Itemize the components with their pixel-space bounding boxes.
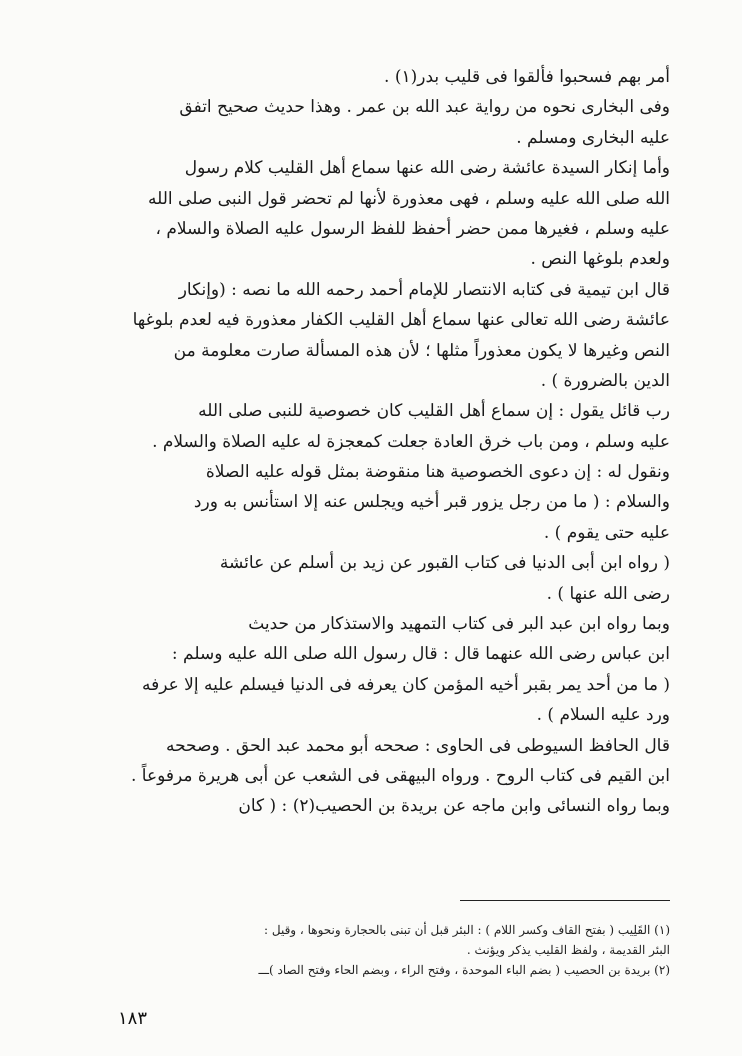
text-line: رضى الله عنها ) . (546, 583, 670, 604)
footnote-divider (460, 900, 670, 901)
footnote-line: (١) القَلِيب ( بفتح القاف وكسر اللام ) : البئر قبل أن تبنى بالحجارة ونحوها ، وقيل : (264, 923, 670, 937)
text-line: وفى البخارى نحوه من رواية عبد الله بن عمر . وهذا حديث صحيح اتفق (179, 97, 670, 118)
footnote-line: (٢) بريدة بن الحصيب ( بضم الباء الموحدة ، وفتح الراء ، وبضم الحاء وفتح الصاد )ـــ (258, 963, 670, 977)
text-line: ابن القيم فى كتاب الروح . ورواه البيهقى فى الشعب عن أبى هريرة مرفوعاً . (130, 765, 670, 786)
text-line: والسلام : ( ما من رجل يزور قبر أخيه ويجلس عنه إلا استأنس به ورد (193, 492, 670, 513)
text-line: وبما رواه ابن عبد البر فى كتاب التمهيد والاستذكار من حديث (248, 614, 670, 635)
text-line: ونقول له : إن دعوى الخصوصية هنا منقوضة بمثل قوله عليه الصلاة (205, 462, 670, 483)
text-line: ( رواه ابن أبى الدنيا فى كتاب القبور عن زيد بن أسلم عن عائشة (219, 553, 670, 574)
text-line: النص وغيرها لا يكون معذوراً مثلها ؛ لأن هذه المسألة صارت معلومة من (173, 340, 670, 361)
text-line: قال ابن تيمية فى كتابه الانتصار للإمام أحمد رحمه الله ما نصه : (وإنكار (178, 279, 670, 300)
text-line: رب قائل يقول : إن سماع أهل القليب كان خصوصية للنبى صلى الله (198, 401, 670, 422)
text-line: ( ما من أحد يمر بقبر أخيه المؤمن كان يعرفه فى الدنيا فيسلم عليه إلا عرفه (141, 674, 670, 695)
text-line: وأما إنكار السيدة عائشة رضى الله عنها سماع أهل القليب كلام رسول (184, 158, 670, 179)
text-line: أمر بهم فسحبوا فألقوا فى قليب بدر(١) . (384, 67, 670, 87)
text-line: عليه وسلم ، ومن باب خرق العادة جعلت كمعجزة له عليه الصلاة والسلام . (152, 431, 670, 452)
text-line: عليه البخارى ومسلم . (516, 127, 670, 148)
text-line: عليه وسلم ، فغيرها ممن حضر أحفظ للفظ الرسول عليه الصلاة والسلام ، (155, 218, 670, 239)
text-line: ولعدم بلوغها النص . (530, 249, 670, 270)
body-text (110, 62, 670, 822)
text-line: ورد عليه السلام ) . (536, 705, 670, 726)
page-number: ١٨٣ (118, 1008, 148, 1029)
footnote-line: البئر القديمة ، ولفظ القليب يذكر ويؤنث . (466, 943, 670, 957)
text-line: عليه حتى يقوم ) . (543, 522, 670, 543)
footnotes (110, 920, 670, 980)
text-line: ابن عباس رضى الله عنهما قال : قال رسول الله صلى الله عليه وسلم : (171, 644, 670, 665)
text-line: قال الحافظ السيوطى فى الحاوى : صححه أبو محمد عبد الحق . وصححه (165, 735, 670, 756)
text-line: الله صلى الله عليه وسلم ، فهى معذورة لأنها لم تحضر قول النبى صلى الله (148, 188, 670, 209)
text-line: الدين بالضرورة ) . (540, 370, 670, 391)
text-line: وبما رواه النسائى وابن ماجه عن بريدة بن الحصيب(٢) : ( كان (238, 796, 670, 817)
text-line: عائشة رضى الله تعالى عنها سماع أهل القليب الكفار معذورة فيه لعدم بلوغها (132, 310, 670, 331)
